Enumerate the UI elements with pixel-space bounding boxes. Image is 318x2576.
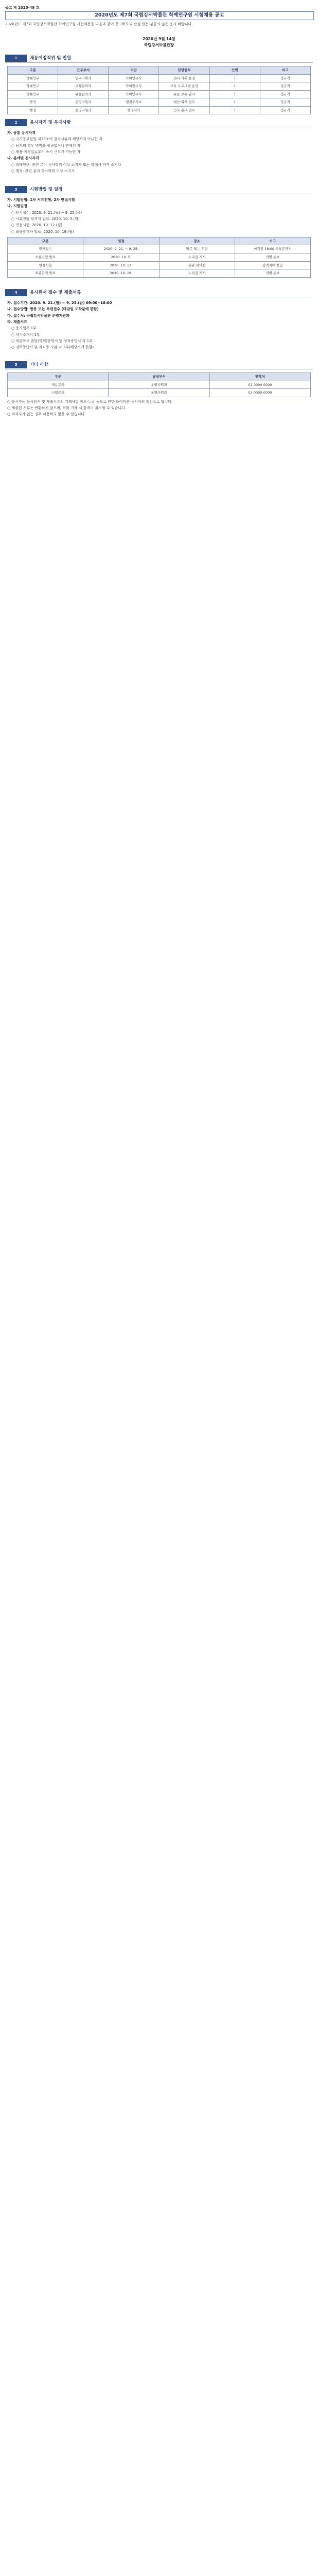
- table-cell: 1: [209, 82, 260, 91]
- issuing-organization: 국립강서박물관장: [144, 43, 174, 47]
- section-number: 5: [5, 361, 27, 368]
- table-cell: 운영지원과: [58, 98, 109, 107]
- subheading: 가. 공통 응시자격: [7, 131, 36, 135]
- table-row: [8, 82, 311, 91]
- table-cell: 교육 프로그램 운영: [159, 82, 209, 91]
- table-cell: 1: [209, 74, 260, 82]
- table-cell: 1: [209, 98, 260, 107]
- contact-table: [7, 372, 311, 397]
- table-cell: 운영지원과: [109, 381, 209, 389]
- table-header: 담당부서: [109, 373, 209, 381]
- body-line: ○ 적격자가 없는 경우 채용하지 않을 수 있습니다.: [7, 412, 86, 417]
- section-title: 기타 사항: [30, 362, 48, 367]
- table-cell: 02-0000-0000: [209, 381, 310, 389]
- section-eligibility: [5, 118, 313, 175]
- table-cell: 1: [209, 106, 260, 114]
- table-cell: 최종합격 발표: [8, 269, 83, 278]
- table-cell: 정규직: [260, 90, 310, 98]
- intro-text: 2020년도 제7회 국립강서박물관 학예연구원 시험채용을 다음과 같이 공고하오니 관심 있는 분들의 많은 응시 바랍니다.: [5, 22, 193, 26]
- subheading: 나. 분야별 응시자격: [7, 156, 39, 161]
- table-cell: 행정: [8, 106, 58, 114]
- body-line: ○ 자기소개서 1부: [11, 332, 40, 337]
- table-header: 구분: [8, 373, 109, 381]
- table-cell: 인사·총무 업무: [159, 106, 209, 114]
- table-cell: 채용문의: [8, 381, 109, 389]
- subheading: 가. 접수기간: 2020. 9. 21.(월) ~ 9. 25.(금) 09:00~18:00: [7, 301, 112, 305]
- section-title: 응시원서 접수 및 제출서류: [30, 290, 81, 295]
- section-header: [5, 185, 313, 194]
- body-line: ○ 경력증명서 및 자격증 사본 각 1부(해당자에 한함): [11, 345, 94, 350]
- table-cell: 유물관리과: [58, 90, 109, 98]
- section-header: [5, 361, 313, 369]
- body-line: ○ 최종합격자 발표: 2020. 10. 19.(월): [11, 229, 74, 234]
- section-title: 시험방법 및 일정: [30, 187, 63, 192]
- section-body: [5, 127, 313, 174]
- table-header: 구분: [8, 66, 58, 75]
- table-row: [8, 253, 311, 262]
- section-header: [5, 289, 313, 297]
- body-line: ○ 서류전형 합격자 발표: 2020. 10. 5.(월): [11, 216, 80, 221]
- table-cell: 정규직: [260, 74, 310, 82]
- table-cell: 면접시험: [8, 261, 83, 269]
- body-line: ○ 면접시험: 2020. 10. 12.(월): [11, 223, 62, 228]
- body-line: ○ 국가공무원법 제33조의 결격사유에 해당하지 아니한 자: [11, 137, 103, 142]
- table-header: 담당업무: [159, 66, 209, 75]
- table-cell: 2020. 9. 21. ~ 9. 25.: [83, 245, 159, 253]
- table-cell: 1: [209, 90, 260, 98]
- table-cell: 운영지원과: [109, 389, 209, 397]
- section-body: [5, 369, 313, 418]
- section-misc: [5, 361, 313, 418]
- table-cell: 교육문화과: [58, 82, 109, 91]
- table-header: 장소: [159, 237, 235, 245]
- table-cell: 합격자에 한함: [235, 261, 310, 269]
- table-row: [8, 106, 311, 114]
- table-cell: 학예연구사: [109, 74, 159, 82]
- table-cell: 학예연구: [8, 90, 58, 98]
- table-row: [8, 74, 311, 82]
- table-cell: 방문 또는 우편: [159, 245, 235, 253]
- table-cell: 원서접수: [8, 245, 83, 253]
- subheading: 나. 시험일정: [7, 204, 27, 209]
- table-cell: 학예연구: [8, 82, 58, 91]
- section-positions: [5, 54, 313, 114]
- body-line: ○ 응시원서 1부: [11, 326, 37, 331]
- table-cell: 학예연구사: [109, 90, 159, 98]
- table-cell: 마감일 18:00 도착분까지: [235, 245, 310, 253]
- table-row: [8, 381, 311, 389]
- document-number: 공고 제 2020-49 호: [5, 6, 40, 10]
- section-body: [5, 194, 313, 278]
- table-header: 비고: [260, 66, 310, 75]
- body-line: ○ 남자의 경우 병역을 필하였거나 면제된 자: [11, 143, 81, 148]
- table-cell: 유물 보존·관리: [159, 90, 209, 98]
- table-cell: 시험문의: [8, 389, 109, 397]
- table-header: 비고: [235, 237, 310, 245]
- subheading: 가. 시험방법: 1차 서류전형, 2차 면접시험: [7, 198, 75, 202]
- table-cell: 운영지원과: [58, 106, 109, 114]
- page-title-text: 2020년도 제7회 국립강서박물관 학예연구원 시험채용 공고: [95, 12, 224, 19]
- section-exam: [5, 185, 313, 278]
- table-cell: 2020. 10. 12.: [83, 261, 159, 269]
- table-cell: 예산·회계 업무: [159, 98, 209, 107]
- announcement-date: 2020년 9월 14일: [143, 37, 175, 41]
- schedule-table: [7, 237, 311, 278]
- section-body: [5, 63, 313, 114]
- section-header: [5, 118, 313, 127]
- table-cell: 학예연구사: [109, 82, 159, 91]
- table-cell: 연구기획과: [58, 74, 109, 82]
- table-cell: 정규직: [260, 106, 310, 114]
- table-cell: 개별 통보: [235, 269, 310, 278]
- table-row: [8, 98, 311, 107]
- body-line: ○ 채용 예정일로부터 즉시 근무가 가능한 자: [11, 149, 81, 154]
- table-header: 일정: [83, 237, 159, 245]
- section-body: [5, 297, 313, 351]
- body-line: ○ 제출된 서류는 반환하지 않으며, 허위 기재 시 합격이 취소될 수 있습니다.: [7, 405, 127, 410]
- table-cell: 누리집 게시: [159, 269, 235, 278]
- subheading: 라. 제출서류: [7, 319, 27, 324]
- page-title: [5, 11, 314, 20]
- positions-table: [7, 66, 311, 114]
- table-cell: 개별 통보: [235, 253, 310, 262]
- table-cell: 정규직: [260, 98, 310, 107]
- section-number: 3: [5, 186, 27, 193]
- section-title: 채용예정직위 및 인원: [30, 55, 71, 61]
- table-cell: 누리집 게시: [159, 253, 235, 262]
- table-cell: 정규직: [260, 82, 310, 91]
- table-header: 구분: [8, 237, 83, 245]
- table-cell: 본관 회의실: [159, 261, 235, 269]
- subheading: 다. 접수처: 국립강서박물관 운영지원과: [7, 313, 69, 318]
- table-row: [8, 261, 311, 269]
- table-header: 인원: [209, 66, 260, 75]
- table-cell: 서류전형 발표: [8, 253, 83, 262]
- body-line: ○ 응시자는 응시원서 및 제출서류의 기재사항 착오·누락 등으로 인한 불이익은 응시자의 책임으로 합니다.: [7, 399, 173, 404]
- section-number: 4: [5, 289, 27, 296]
- table-cell: 행정주사보: [109, 98, 159, 107]
- table-header: 근무부서: [58, 66, 109, 75]
- table-cell: 2020. 10. 5.: [83, 253, 159, 262]
- body-line: ○ 학예연구: 관련 분야 석사학위 이상 소지자 또는 학예사 자격 소지자: [11, 162, 121, 167]
- table-cell: 2020. 10. 19.: [83, 269, 159, 278]
- table-row: [8, 389, 311, 397]
- section-header: [5, 54, 313, 63]
- body-line: ○ 원서접수: 2020. 9. 21.(월) ~ 9. 25.(금): [11, 210, 82, 215]
- table-row: [8, 90, 311, 98]
- table-cell: 02-0000-0000: [209, 389, 310, 397]
- section-application: [5, 289, 313, 351]
- table-header: 연락처: [209, 373, 310, 381]
- table-cell: 전시 기획·운영: [159, 74, 209, 82]
- body-line: ○ 행정: 관련 분야 학사학위 이상 소지자: [11, 168, 75, 173]
- table-cell: 행정: [8, 98, 58, 107]
- section-number: 1: [5, 55, 27, 62]
- table-cell: 학예연구: [8, 74, 58, 82]
- table-row: [8, 245, 311, 253]
- section-number: 2: [5, 119, 27, 126]
- body-line: ○ 최종학교 졸업(학위)증명서 및 성적증명서 각 1부: [11, 338, 93, 343]
- section-title: 응시자격 및 우대사항: [30, 120, 71, 125]
- table-cell: 행정서기: [109, 106, 159, 114]
- subheading: 나. 접수방법: 방문 또는 우편접수 (마감일 도착분에 한함): [7, 307, 99, 312]
- table-header: 직급: [109, 66, 159, 75]
- table-row: [8, 269, 311, 278]
